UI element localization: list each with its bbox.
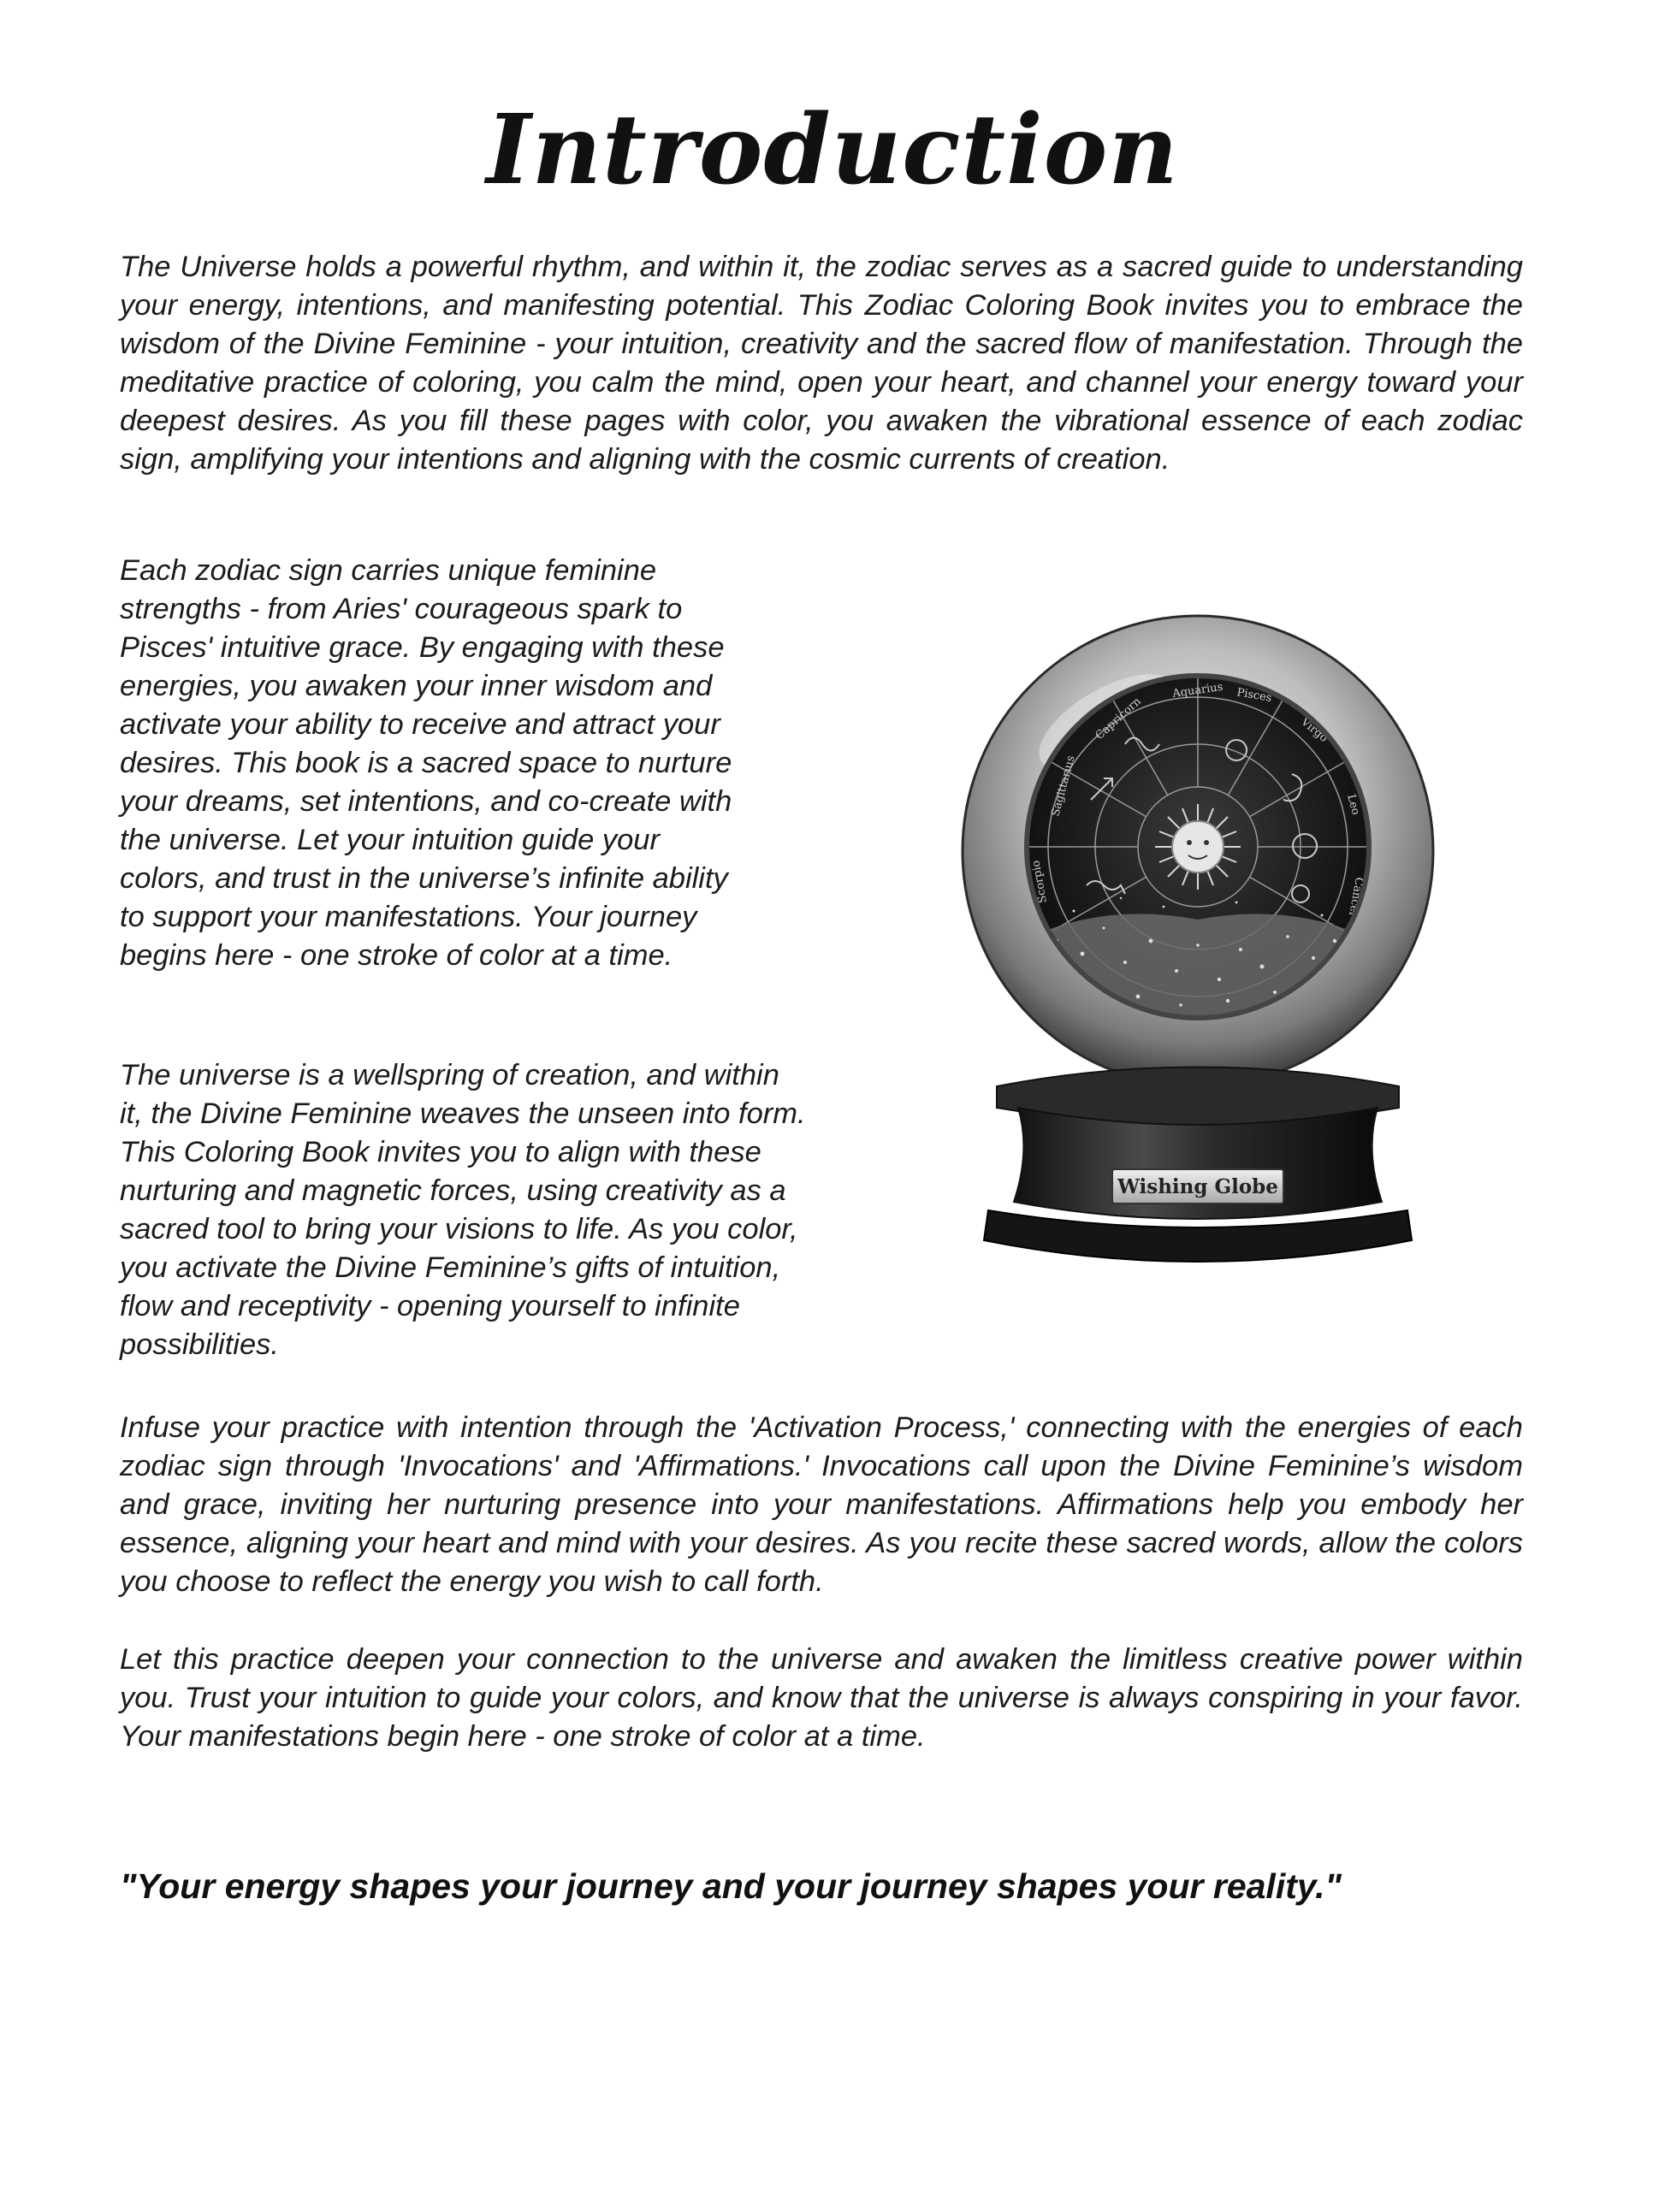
zodiac-label-pisces: Pisces — [1235, 686, 1273, 706]
sun-icon — [1155, 804, 1241, 890]
zodiac-label-sagittarius: Sagittarius — [1049, 754, 1078, 819]
page-title: Introduction — [486, 94, 1179, 206]
intro-paragraph-2: Each zodiac sign carries unique feminine strengths - from Aries' courageous spark to Pisces' intuitive grace. By engaging with these energies, you awaken your inner wisdom and activate your ability to receive and attract your desires. This book is a sacred space to nurture your dreams, set intentions, and co-create with the universe. Let your intuition guide your colors, and trust in the universe’s infinite ability to support your manifestations. Your journey begins here - one stroke of color at a time. — [120, 554, 732, 972]
zodiac-label-leo: Leo — [1344, 793, 1362, 817]
intro-paragraph-5: Let this practice deepen your connection to the universe and awaken the limitless creative power within you. Trust your intuition to guide your colors, and know that the universe is always conspiring in your favor. Your manifestations begin here - one stroke of color at a time. — [120, 1643, 1523, 1753]
plaque-label: Wishing Globe — [1117, 1175, 1278, 1198]
intro-paragraph-1: The Universe holds a powerful rhythm, and within it, the zodiac serves as a sacred guide to understanding your energy, intentions, and manifesting potential. This Zodiac Coloring Book invites you to embrace the wisdom of the Divine Feminine - your intuition, creativity and the sacred flow of manifestation. Through the meditative practice of coloring, you calm the mind, open your heart, and channel your energy toward your deepest desires. As you fill these pages with color, you awaken the vibrational essence of each zodiac sign, amplifying your intentions and aligning with the cosmic currents of creation. — [120, 251, 1523, 476]
wishing-globe-icon — [954, 603, 1442, 1279]
closing-quote: "Your energy shapes your journey and your journey shapes your reality." — [120, 1866, 1342, 1906]
zodiac-label-scorpio: Scorpio — [1029, 859, 1050, 904]
zodiac-label-capricorn: Capricorn — [1093, 695, 1144, 742]
zodiac-label-aquarius: Aquarius — [1171, 680, 1224, 701]
zodiac-label-virgo: Virgo — [1298, 715, 1330, 746]
intro-paragraph-3: The universe is a wellspring of creation, and within it, the Divine Feminine weaves the unseen into form. This Coloring Book invites you to align with these nurturing and magnetic forces, using creativity as a sacred tool to bring your visions to life. As you color, you activate the Divine Feminine’s gifts of intuition, flow and receptivity - opening yourself to infinite possibilities. — [120, 1059, 806, 1361]
zodiac-label-cancer: Cancer — [1345, 876, 1366, 919]
wishing-globe-illustration — [954, 603, 1442, 1279]
intro-paragraph-4: Infuse your practice with intention through the 'Activation Process,' connecting with the energies of each zodiac sign through 'Invocations' and 'Affirmations.' Invocations call upon the Divine Feminine’s wisdom and grace, inviting her nurturing presence into your manifestations. Affirmations help you embody her essence, aligning your heart and mind with your desires. As you recite these sacred words, allow the colors you choose to reflect the energy you wish to call forth. — [120, 1411, 1523, 1598]
